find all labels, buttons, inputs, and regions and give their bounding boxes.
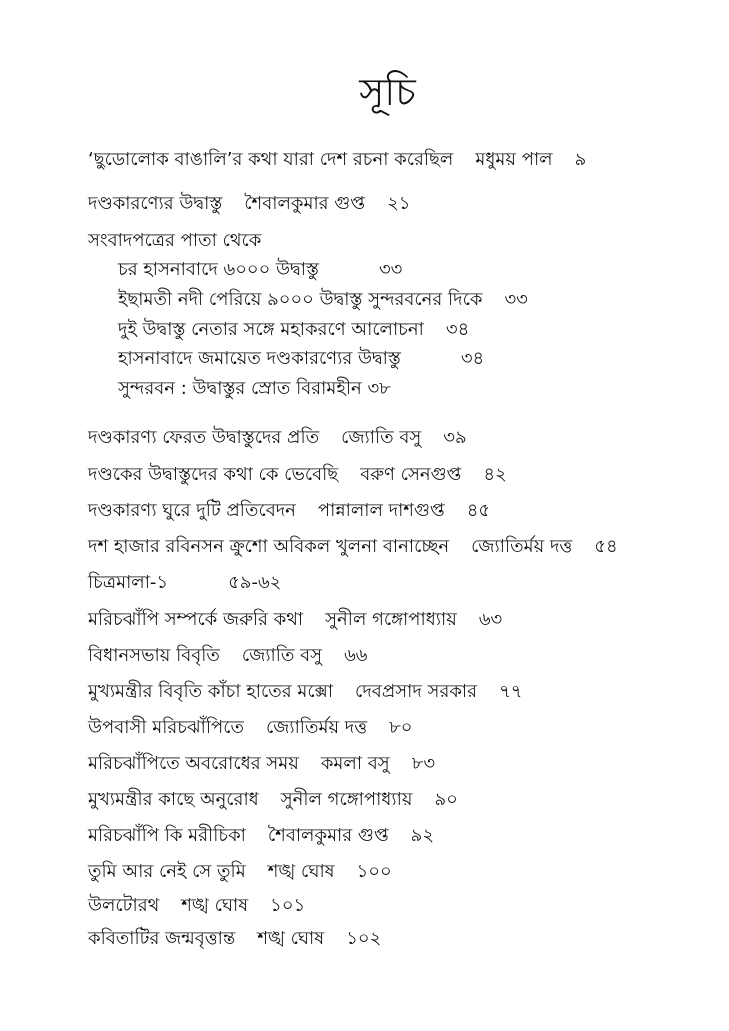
toc-entry: [88, 642, 367, 670]
toc-entry-title: ‘ছুডোলোক বাঙালি’র কথা যারা দেশ রচনা করেছিল: [88, 149, 454, 170]
toc-entry-title: দুই উদ্বাস্তু নেতার সঙ্গে মহাকরণে আলোচনা: [118, 319, 424, 340]
toc-entry-page: ৬৩: [478, 609, 503, 630]
toc-entry: [88, 190, 410, 218]
toc-entry-author: জ্যোতি বসু: [241, 645, 323, 666]
toc-entry-author: শঙ্খ ঘোষ: [257, 928, 325, 949]
toc-entry-page: ১০১: [270, 895, 306, 916]
toc-entry-page: ৩৩: [504, 289, 528, 310]
toc-entry-author: শঙ্খ ঘোষ: [181, 895, 249, 916]
toc-entry: [88, 497, 490, 525]
toc-entry-title: সুন্দরবন : উদ্বাস্তুর স্রোত বিরামহীন: [118, 378, 362, 399]
toc-entry-title: মরিচঝাঁপি সম্পর্কে জরুরি কথা: [88, 609, 304, 630]
toc-entry-title: দণ্ডকের উদ্বাস্তুদের কথা কে ভেবেছি: [88, 464, 339, 485]
toc-entry-author: জ্যোতির্ময় দত্ত: [265, 717, 368, 738]
toc-entry-page: ৯০: [434, 789, 458, 810]
toc-entry-author: শৈবালকুমার গুপ্ত: [267, 825, 389, 846]
toc-entry-author: সুনীল গঙ্গোপাধ্যায়: [280, 789, 413, 810]
toc-entry-title: দশ হাজার রবিনসন ক্রুশো অবিকল খুলনা বানাচ্ছেন: [88, 536, 450, 557]
toc-subentry: [118, 286, 528, 314]
toc-entry: [88, 714, 413, 742]
toc-entry-page: ৯: [574, 149, 587, 170]
toc-entry: [88, 533, 618, 561]
toc-entry-page: ৪২: [483, 464, 507, 485]
toc-entry: [88, 858, 392, 886]
toc-subentry: [118, 345, 484, 373]
toc-entry-author: কমলা বসু: [320, 753, 390, 774]
toc-entry-page: ৪৫: [466, 500, 491, 521]
toc-entry-title: মরিচঝাঁপিতে অবরোধের সময়: [88, 753, 299, 774]
toc-entry-title: মুখ্যমন্ত্রীর বিবৃতি কাঁচা হাতের মক্সো: [88, 681, 334, 702]
toc-entry-title: দণ্ডকারণ্য ঘুরে দুটি প্রতিবেদন: [88, 500, 296, 521]
toc-entry-title: মুখ্যমন্ত্রীর কাছে অনুরোধ: [88, 789, 259, 810]
toc-entry-title: উপবাসী মরিচঝাঁপিতে: [88, 717, 244, 738]
toc-entry: [88, 569, 281, 597]
toc-subentry: [118, 375, 391, 403]
toc-entry-page: ৩৩: [378, 259, 403, 280]
toc-entry: [88, 461, 507, 489]
toc-entry-title: চর হাসনাবাদে ৬০০০ উদ্বাস্তু: [118, 259, 319, 280]
toc-entry-page: ৬৬: [344, 645, 368, 666]
toc-entry-title: ইছামতী নদী পেরিয়ে ৯০০০ উদ্বাস্তু সুন্দরবনের দিকে: [118, 289, 483, 310]
toc-entry: [88, 750, 435, 778]
toc-entry-author: বরুণ সেনগুপ্ত: [360, 464, 462, 485]
toc-entry-page: ২১: [387, 193, 411, 214]
toc-entry-title: উলটোরথ: [88, 895, 160, 916]
toc-subentry: [118, 316, 469, 344]
toc-entry-title: দণ্ডকারণ্য ফেরত উদ্বাস্তুদের প্রতি: [88, 427, 320, 448]
toc-entry-page: ৮৩: [411, 753, 436, 774]
page-title: সূচি: [359, 70, 416, 114]
toc-entry: [88, 786, 458, 814]
toc-entry-page: ৫৪: [594, 536, 618, 557]
toc-entry-page: ৩৯: [443, 427, 467, 448]
toc-entry: [88, 925, 381, 953]
toc-entry-author: মধুময় পাল: [475, 149, 553, 170]
toc-entry-page: ৩৪: [460, 348, 485, 369]
toc-entry: [88, 822, 434, 850]
toc-entry-author: দেবপ্রসাদ সরকার: [355, 681, 478, 702]
toc-entry-page: ৭৭: [499, 681, 523, 702]
toc-entry-page: ৩৮: [367, 378, 391, 399]
toc-entry-author: শঙ্খ ঘোষ: [267, 861, 335, 882]
toc-entry: [88, 892, 305, 920]
toc-entry-page: ৫৯-৬২: [228, 572, 282, 593]
toc-section-heading: [88, 227, 261, 255]
toc-entry-title: চিত্রমালা-১: [88, 572, 169, 593]
toc-entry: [88, 146, 586, 174]
toc-entry-title: বিধানসভায় বিবৃতি: [88, 645, 220, 666]
toc-entry: [88, 424, 467, 452]
toc-entry-author: সুনীল গঙ্গোপাধ্যায়: [325, 609, 457, 630]
toc-entry-title: হাসনাবাদে জমায়েত দণ্ডকারণ্যের উদ্বাস্তু: [118, 348, 401, 369]
toc-entry-title: মরিচঝাঁপি কি মরীচিকা: [88, 825, 246, 846]
toc-entry-author: জ্যোতির্ময় দত্ত: [471, 536, 573, 557]
toc-entry-page: ৯২: [410, 825, 435, 846]
toc-subentry: [118, 256, 402, 284]
toc-entry: [88, 678, 522, 706]
toc-entry-page: ১০২: [346, 928, 382, 949]
toc-entry-title: সংবাদপত্রের পাতা থেকে: [88, 230, 262, 251]
toc-entry-title: কবিতাটির জন্মবৃত্তান্ত: [88, 928, 236, 949]
toc-entry-page: ৮০: [389, 717, 413, 738]
toc-entry-title: তুমি আর নেই সে তুমি: [88, 861, 246, 882]
toc-entry: [88, 606, 502, 634]
toc-entry-author: পান্নালাল দাশগুপ্ত: [317, 500, 445, 521]
toc-entry-page: ৩৪: [445, 319, 470, 340]
toc-entry-title: দণ্ডকারণ্যের উদ্বাস্তু: [88, 193, 223, 214]
toc-entry-page: ১০০: [356, 861, 392, 882]
toc-entry-author: শৈবালকুমার গুপ্ত: [244, 193, 366, 214]
toc-entry-author: জ্যোতি বসু: [341, 427, 422, 448]
